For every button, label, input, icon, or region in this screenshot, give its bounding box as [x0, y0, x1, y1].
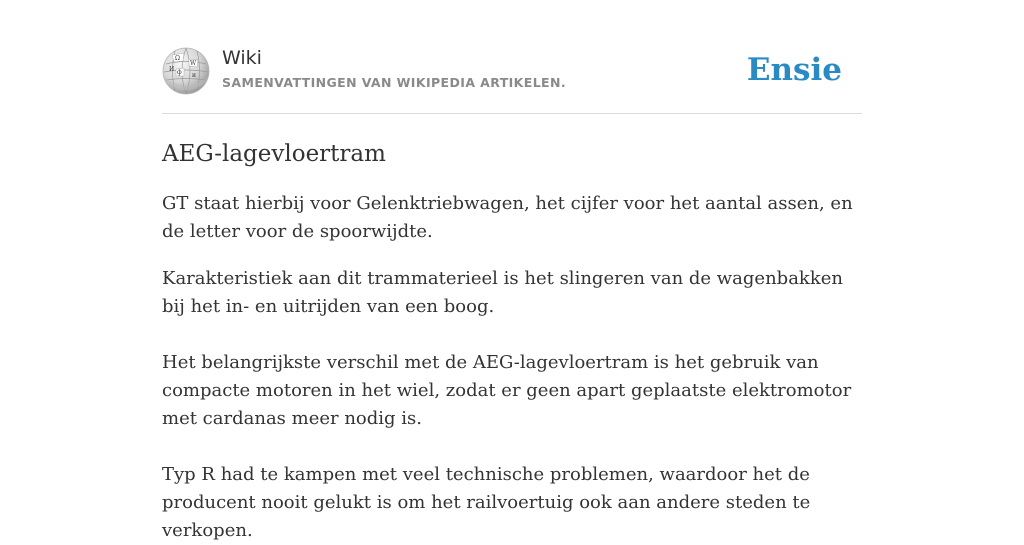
svg-text:ф: ф	[177, 69, 182, 76]
svg-text:И: И	[169, 66, 175, 73]
site-header	[162, 46, 862, 114]
site-title[interactable]: Wiki	[222, 47, 262, 69]
article-title: AEG-lagevloertram	[162, 141, 386, 167]
article-paragraph: GT staat hierbij voor Gelenktriebwagen, het cijfer voor het aantal assen, en de letter voor de spoorwijdte.	[162, 193, 853, 242]
article-paragraph: Karakteristiek aan dit trammaterieel is het slingeren van de wagenbakken bij het in- en uitrijden van een boog. Het belangrijkste verschil met de AEG-lagevloertram is het gebruik van compacte motoren in het wiel, zodat er geen apart geplaatste elektromotor met cardanas meer nodig is. Typ R had te kampen met veel technische problemen, waardoor het de producent nooit gelukt is om het railvoertuig ook aan andere steden te verkopen.	[162, 268, 852, 541]
svg-text:Ω: Ω	[175, 55, 180, 62]
site-tagline: SAMENVATTINGEN VAN WIKIPEDIA ARTIKELEN.	[222, 75, 567, 90]
svg-text:W: W	[190, 60, 197, 67]
wikipedia-globe-icon[interactable]	[162, 47, 210, 95]
ensie-brand-link[interactable]: Ensie	[746, 52, 842, 88]
svg-text:и: и	[192, 72, 196, 79]
content-container	[162, 46, 862, 545]
